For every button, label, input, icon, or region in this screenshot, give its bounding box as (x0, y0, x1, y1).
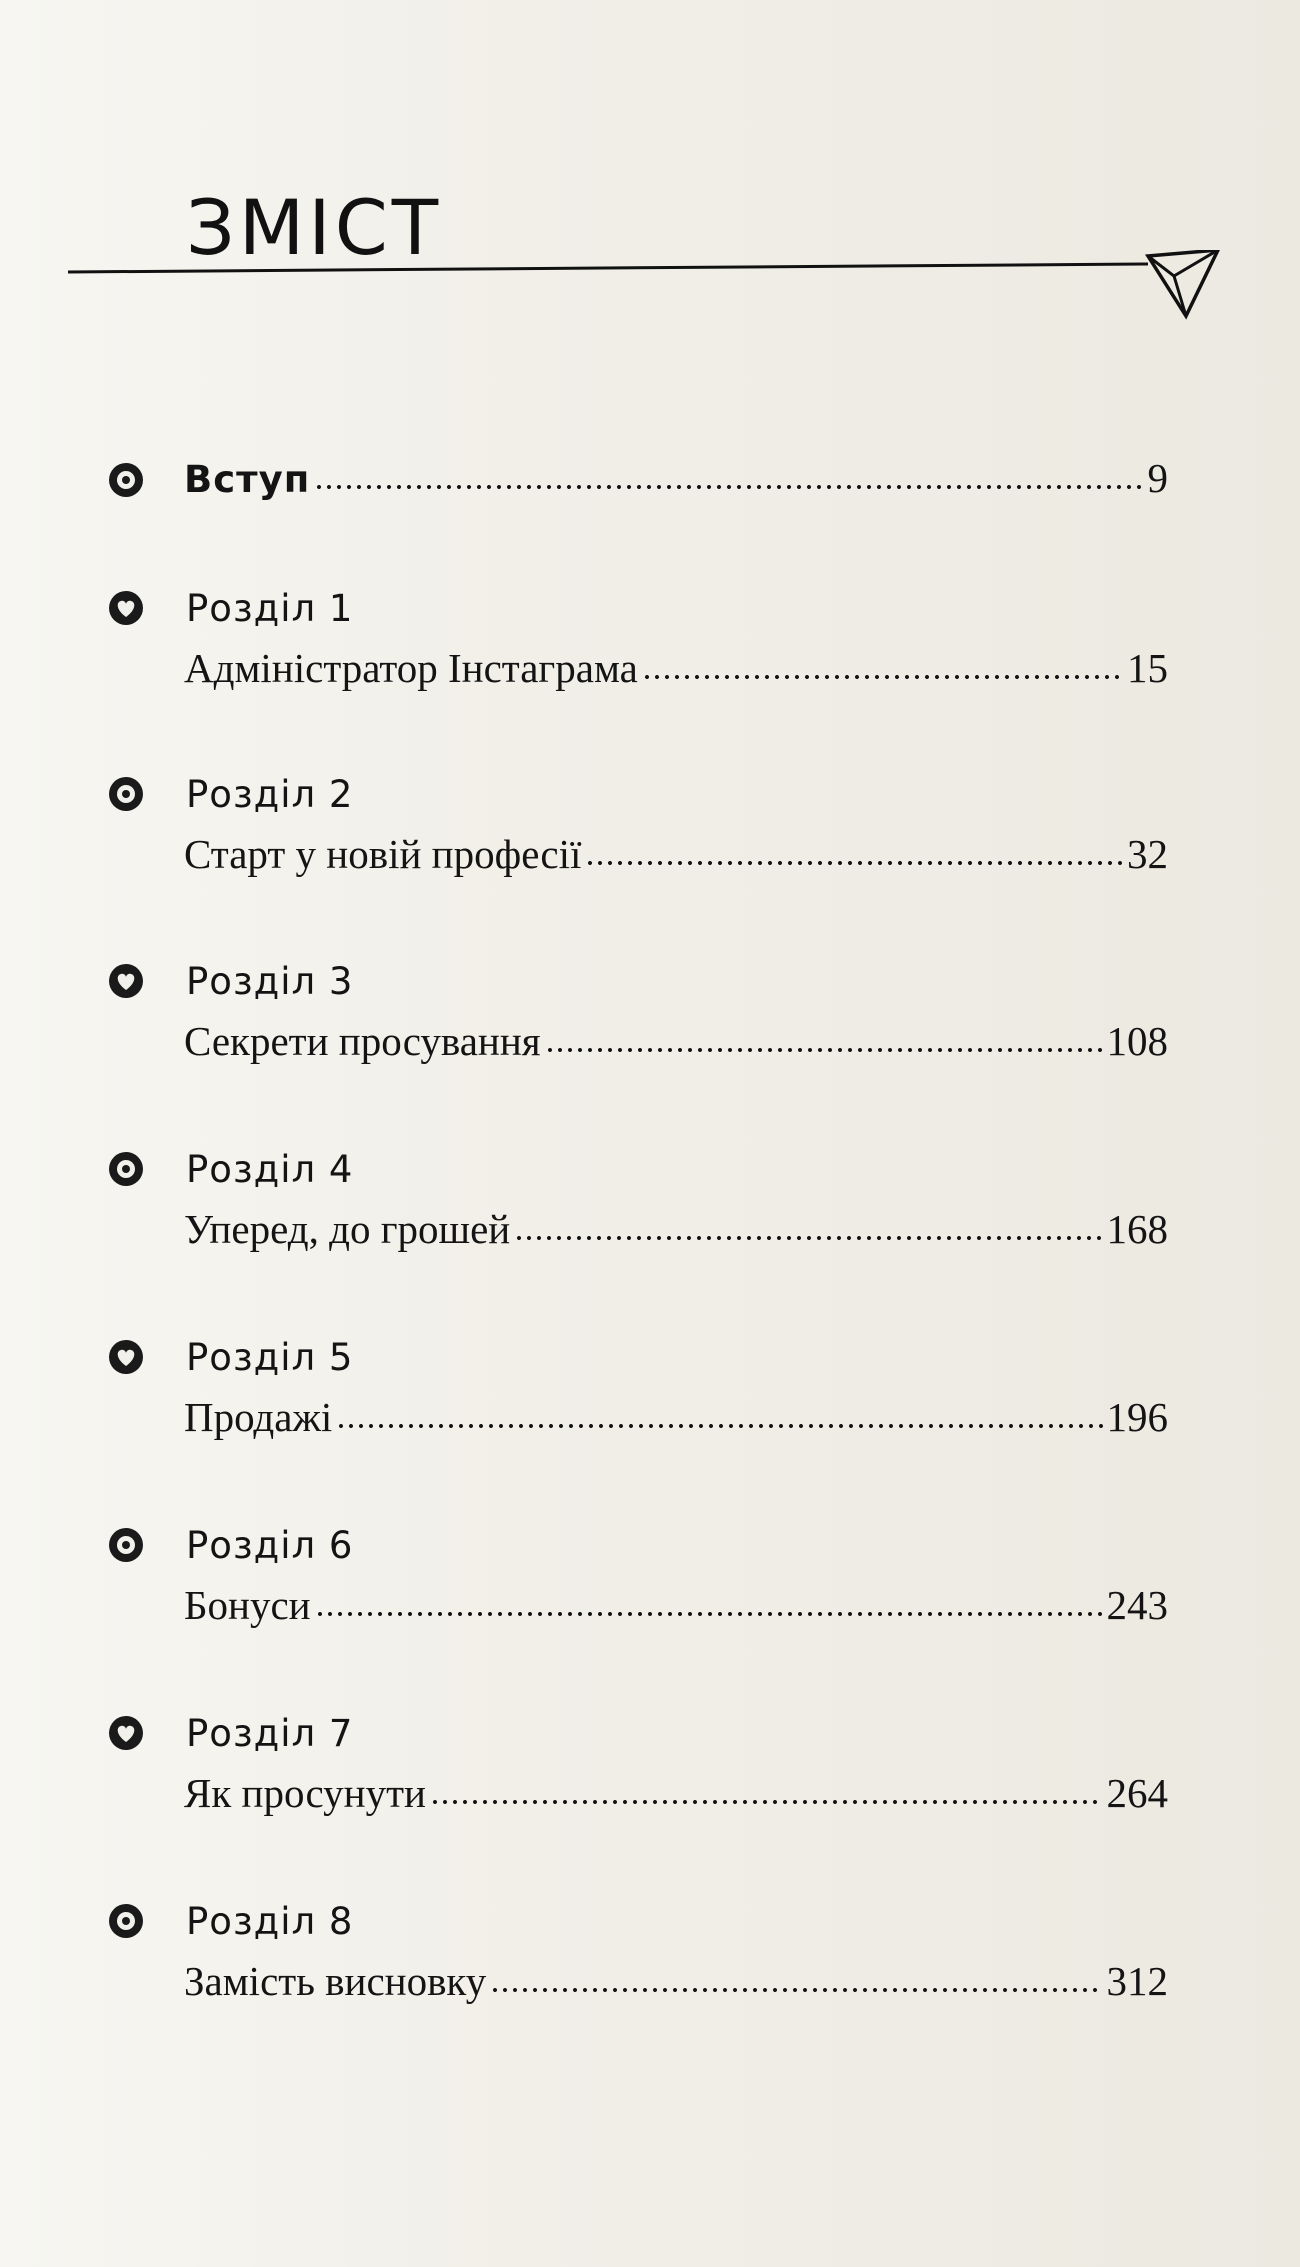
toc-page-number: 196 (1106, 1394, 1168, 1440)
toc-entry-title: Вступ (184, 458, 311, 501)
chapter-label: Розділ 5 (186, 1336, 354, 1379)
toc-entry-title: Бонуси (184, 1582, 311, 1628)
toc-line (184, 831, 1168, 877)
chapter-label: Розділ 8 (186, 1900, 354, 1943)
chapter-label: Розділ 3 (186, 960, 354, 1003)
dot-leader (315, 1611, 1103, 1617)
heart-icon (108, 1339, 144, 1375)
toc-page-number: 32 (1127, 831, 1168, 877)
toc-line (184, 1958, 1168, 2004)
chapter-label: Розділ 7 (186, 1712, 354, 1755)
toc-page-number: 108 (1106, 1018, 1168, 1064)
toc-entry-title: Секрети просування (184, 1018, 541, 1064)
toc-page-number: 264 (1106, 1770, 1168, 1816)
heart-icon (108, 590, 144, 626)
chapter-label: Розділ 4 (186, 1148, 354, 1191)
flower-icon (108, 1527, 144, 1563)
page-title: ЗМІСТ (186, 183, 443, 272)
toc-entry-title: Адміністратор Інстаграма (184, 645, 638, 691)
dot-leader (490, 1987, 1102, 1993)
toc-line (184, 1394, 1168, 1440)
chapter-label: Розділ 1 (186, 587, 354, 630)
toc-line (184, 1206, 1168, 1252)
dot-leader (585, 860, 1123, 866)
heart-icon (108, 1715, 144, 1751)
heart-icon (108, 963, 144, 999)
chapter-label: Розділ 6 (186, 1524, 354, 1567)
toc-line (184, 1582, 1168, 1628)
toc-page-number: 168 (1106, 1206, 1168, 1252)
toc-page-number: 312 (1106, 1958, 1168, 2004)
toc-entry-title: Як просунути (184, 1770, 426, 1816)
dot-leader (545, 1047, 1103, 1053)
toc-line (184, 645, 1168, 691)
toc-entry-title: Продажі (184, 1394, 333, 1440)
toc-line (184, 1770, 1168, 1816)
toc-page-number: 9 (1147, 455, 1168, 501)
dot-leader (430, 1799, 1103, 1805)
flower-icon (108, 1151, 144, 1187)
flower-icon (108, 462, 144, 498)
dot-leader (642, 674, 1123, 680)
chapter-label: Розділ 2 (186, 773, 354, 816)
dot-leader (336, 1423, 1102, 1429)
dot-leader (514, 1235, 1102, 1241)
toc-line (184, 1018, 1168, 1064)
dot-leader (314, 484, 1143, 490)
toc-entry-title: Замість висновку (184, 1958, 487, 2004)
toc-entry-title: Уперед, до грошей (184, 1206, 511, 1252)
toc-page-number: 15 (1127, 645, 1168, 691)
flower-icon (108, 776, 144, 812)
toc-entry-title: Старт у новій професії (184, 831, 582, 877)
flower-icon (108, 1903, 144, 1939)
toc-page-number: 243 (1106, 1582, 1168, 1628)
toc-line (184, 455, 1168, 501)
